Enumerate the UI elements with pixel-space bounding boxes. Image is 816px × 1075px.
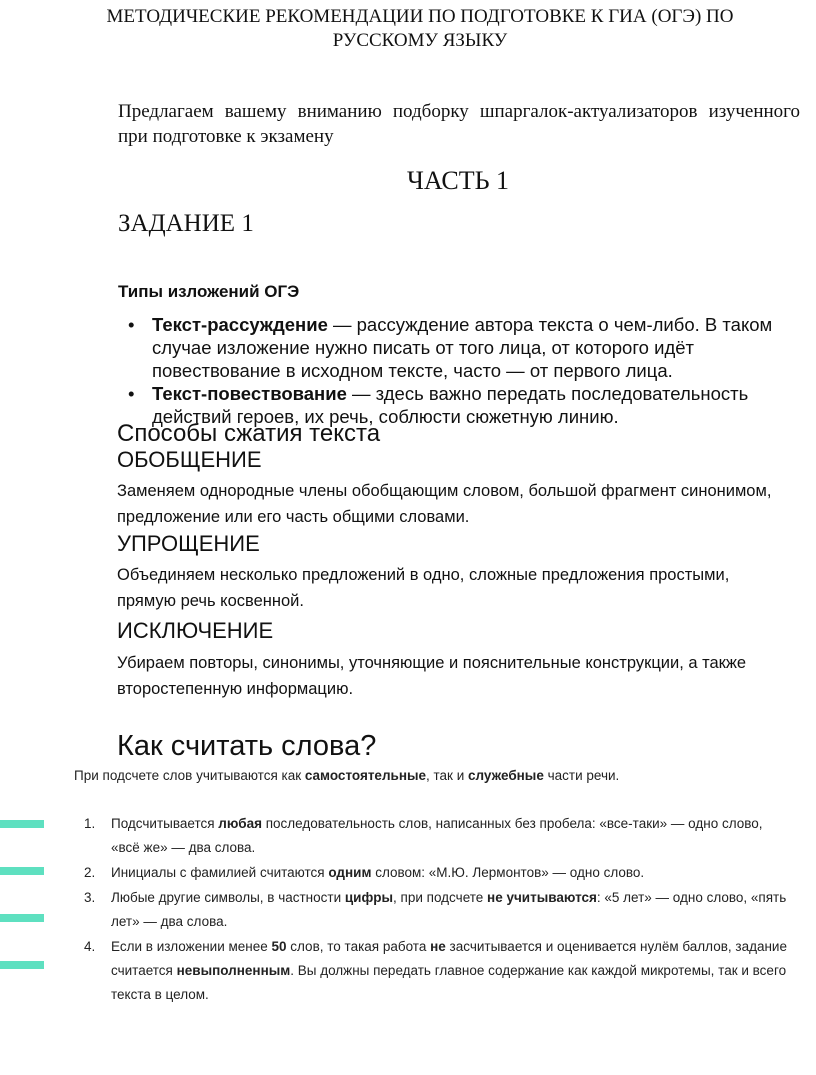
- emphasis: не учитываются: [487, 890, 597, 905]
- bullet-icon: •: [128, 383, 135, 404]
- text-run: слов, то такая работа: [286, 939, 431, 954]
- intro-paragraph: Предлагаем вашему вниманию подборку шпаргалок-актуализаторов изученного при подготовке к экзамену: [118, 101, 800, 147]
- accent-bar: [0, 914, 44, 922]
- method-description: Заменяем однородные члены обобщающим словом, большой фрагмент синонимом, предложение или его часть общими словами.: [117, 482, 772, 526]
- method-heading: ОБОБЩЕНИЕ: [117, 447, 262, 472]
- counting-rules: [74, 812, 794, 1008]
- method-heading: УПРОЩЕНИЕ: [117, 531, 260, 556]
- compression-heading: Способы сжатия текста: [117, 420, 381, 447]
- counting-intro: [74, 763, 794, 788]
- text-run: части речи.: [543, 768, 620, 783]
- part-heading: ЧАСТЬ 1: [406, 166, 510, 195]
- document-title: МЕТОДИЧЕСКИЕ РЕКОМЕНДАЦИИ ПО ПОДГОТОВКЕ К ГИА (ОГЭ) ПО РУССКОМУ ЯЗЫКУ: [106, 6, 734, 51]
- item-number: 3.: [84, 890, 96, 905]
- text-run: , так и: [426, 768, 469, 783]
- text-run: Любые другие символы, в частности: [111, 890, 345, 905]
- types-list: [126, 313, 816, 428]
- text-run: . Вы должны передать главное содержание как каждой микротемы, так и всего текста в целом.: [111, 963, 787, 1002]
- counting-heading: Как считать слова?: [117, 730, 377, 762]
- text-run: При подсчете слов учитываются как: [74, 768, 305, 783]
- emphasis: служебные: [468, 768, 544, 783]
- item-number: 1.: [84, 816, 96, 831]
- definition: — здесь важно передать последовательность действий героев, их речь, соблюсти сюжетную линию.: [152, 383, 749, 427]
- list-item: [74, 861, 794, 885]
- emphasis: не: [430, 939, 446, 954]
- text-run: Подсчитывается: [111, 816, 219, 831]
- item-number: 4.: [84, 939, 96, 954]
- text-run: : «5 лет» — одно слово, «пять лет» — два слова.: [111, 890, 787, 929]
- emphasis: 50: [271, 939, 287, 954]
- bullet-icon: •: [128, 314, 135, 335]
- text-run: Если в изложении менее: [111, 939, 272, 954]
- term: Текст-повествование: [152, 383, 347, 404]
- text-run: словом: «М.Ю. Лермонтов» — одно слово.: [371, 865, 645, 880]
- accent-bar: [0, 867, 44, 875]
- list-item: [126, 313, 816, 382]
- text-run: последовательность слов, написанных без пробела: «все-таки» — одно слово, «всё же» — два слова.: [111, 816, 763, 855]
- definition: — рассуждение автора текста о чем-либо. В таком случае изложение нужно писать от того лица, от которого идёт повествование в исходном тексте, часто — от первого лица.: [152, 314, 773, 381]
- types-heading: Типы изложений ОГЭ: [118, 282, 300, 301]
- accent-bar: [0, 961, 44, 969]
- text-run: , при подсчете: [393, 890, 488, 905]
- method-heading: ИСКЛЮЧЕНИЕ: [117, 618, 274, 643]
- emphasis: цифры: [344, 890, 394, 905]
- emphasis: одним: [328, 865, 372, 880]
- list-item: [74, 886, 794, 934]
- list-item: [74, 935, 794, 1007]
- emphasis: самостоятельные: [304, 768, 427, 783]
- task-heading: ЗАДАНИЕ 1: [118, 210, 254, 237]
- accent-bar: [0, 820, 44, 828]
- emphasis: невыполненным: [176, 963, 291, 978]
- term: Текст-рассуждение: [152, 314, 328, 335]
- emphasis: любая: [218, 816, 262, 831]
- list-item: [74, 812, 794, 860]
- method-description: Объединяем несколько предложений в одно, сложные предложения простыми, прямую речь косвенной.: [117, 566, 730, 610]
- item-number: 2.: [84, 865, 96, 880]
- text-run: засчитывается и оценивается нулём баллов, задание считается: [111, 939, 787, 978]
- text-run: Инициалы с фамилией считаются: [111, 865, 329, 880]
- method-description: Убираем повторы, синонимы, уточняющие и пояснительные конструкции, а также второстепенную информацию.: [117, 654, 747, 698]
